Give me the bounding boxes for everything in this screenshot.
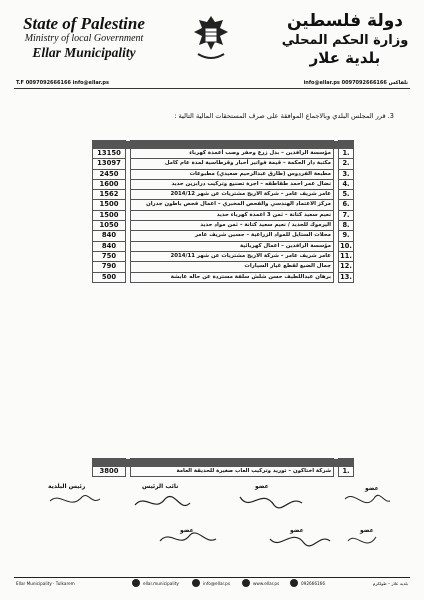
amount-cell: 1562 [93, 190, 126, 200]
web-icon [132, 579, 140, 587]
contact-line-en: T.F 0097092666166 info@ellar.ps [16, 80, 109, 86]
description-cell: مؤسسة الرافدين – بدل زرع وحفر وصب أعمدة كهرباء [131, 149, 334, 159]
municipality-name-en: Ellar Municipality [32, 45, 136, 60]
description-cell: عامر شريف عامر – شركة الاريج مشتريات عن شهر 2014/11 [131, 251, 334, 261]
index-cell: 7. [339, 210, 354, 220]
table-row [93, 221, 354, 231]
description-cell: مؤسسة الرافدين – اعمال كهربائية [131, 241, 334, 251]
amount-cell: 2450 [93, 169, 126, 179]
signatures-block [30, 483, 394, 573]
amount-cell: 1500 [93, 200, 126, 210]
payments-table-body [93, 149, 354, 283]
ministry-name-en: Ministry of local Government [24, 33, 144, 44]
index-cell: 11. [340, 251, 352, 260]
signature-label-mayor: رئيس البلدية [48, 483, 86, 490]
ministry-name-ar: وزارة الحكم المحلي [281, 33, 409, 48]
index-cell: 12. [340, 262, 352, 271]
amount-cell: 840 [93, 231, 126, 241]
signature-label-member-1: عضو [255, 483, 269, 490]
index-cell: 9. [339, 231, 354, 241]
handwritten-signatures [30, 483, 394, 573]
decision-intro: 3. قرر المجلس البلدي وبالاجماع الموافقة على صرف المستحقات المالية التالية : [174, 112, 394, 120]
table-row [93, 262, 354, 272]
description-cell: مكتبة دار الحكمة – قيمة فواتير أحبار وقرطاسية لمدة عام كامل [131, 159, 334, 169]
globe-icon [242, 579, 250, 587]
table-row [93, 231, 354, 241]
phone-icon [290, 579, 298, 587]
table-row [93, 241, 354, 251]
description-cell: شركة اختاكون – توريد وتركيب العاب صغيرة للحديقة العامة [131, 467, 334, 477]
index-cell: 13. [340, 272, 352, 281]
amount-cell: 1050 [93, 221, 126, 231]
contact-line-ar: تلفاكس 0097092666166 info@ellar.ps [303, 80, 408, 86]
description-cell: عامر شريف عامر – شركة الاريج مشتريات عن شهر 2014/12 [131, 190, 334, 200]
index-cell: 3. [339, 169, 354, 179]
payments-table-2 [92, 458, 354, 477]
signature-label-member-5: عضو [360, 527, 374, 534]
description-cell: محلات الستايل للمواد الزراعية – حسين شريف عامر [131, 231, 334, 241]
footer-web: ellar.municipality [143, 581, 179, 586]
description-cell: برهان عبداللطيف حسن شلش سلفة مستردة عن حاله عابشة [131, 272, 334, 282]
amount-cell: 500 [93, 272, 126, 282]
index-cell: 5. [339, 190, 354, 200]
eagle-emblem-icon [190, 12, 232, 64]
state-name-en: State of Palestine [23, 14, 145, 33]
table-row [93, 149, 354, 159]
table-row [93, 190, 354, 200]
amount-cell: 1500 [93, 210, 126, 220]
index-cell: 6. [339, 200, 354, 210]
amount-cell: 13097 [93, 159, 126, 169]
signature-label-deputy: نائب الرئيس [142, 483, 179, 490]
description-cell: جمال الضبع لقطع غيار السيارات [131, 262, 334, 272]
description-cell: اليرموك للحديد / نعيم سعيد كتانة – ثمن مواد حديد [131, 221, 334, 231]
payments-table [92, 140, 354, 283]
table-row [93, 210, 354, 220]
index-cell: 4. [339, 179, 354, 189]
footer-phone: 092666166 [301, 581, 325, 586]
letterhead-english [14, 14, 154, 61]
description-cell: مركز الاعتماد الهندسي والفحص المخبري – اعمال فحص باطون جدران [131, 200, 334, 210]
email-icon [192, 579, 200, 587]
footer-site: www.ellar.ps [253, 581, 280, 586]
amount-cell: 3800 [93, 467, 126, 477]
table-row [93, 251, 354, 261]
index-cell: 1. [339, 149, 354, 159]
signature-label-member-4: عضو [290, 527, 304, 534]
description-cell: نعيم سعيد كتانة – ثمن 3 اعمدة كهرباء حديد [131, 210, 334, 220]
index-cell: 2. [339, 159, 354, 169]
description-cell: نضال عمر احمد طقاطقه – اجرة تصنيع وتركيب درابزين حديد [131, 179, 334, 189]
header-divider [14, 88, 410, 89]
footer-municipality: Ellar Municipality · Tulkarem [16, 581, 75, 586]
table-row [93, 200, 354, 210]
table-header-row [93, 141, 354, 149]
amount-cell: 840 [93, 241, 126, 251]
index-cell: 1. [339, 467, 354, 477]
amount-cell: 1600 [93, 179, 126, 189]
footer-address-ar: بلدية علار – طولكرم [372, 581, 408, 586]
table-row [93, 179, 354, 189]
amount-cell: 790 [93, 262, 126, 272]
table-row [93, 467, 354, 477]
table-row [93, 159, 354, 169]
table-header-row [93, 459, 354, 467]
amount-cell: 13150 [93, 149, 126, 159]
letterhead-arabic [280, 10, 410, 68]
signature-label-member-2: عضو [365, 485, 379, 492]
table-row [93, 169, 354, 179]
index-cell: 8. [339, 221, 354, 231]
amount-cell: 750 [93, 251, 126, 261]
state-name-ar: دولة فلسطين [286, 11, 404, 31]
index-cell: 10. [340, 241, 352, 250]
footer-divider [14, 577, 410, 578]
table-row [93, 272, 354, 282]
signature-label-member-3: عضو [180, 527, 194, 534]
description-cell: مطبعة الفردوس (طارق عبدالرحيم صعيدي) مطبوعات [131, 169, 334, 179]
footer-email: info@ellar.ps [203, 581, 231, 586]
municipality-name-ar: بلدية علار [309, 49, 381, 67]
payments-table-2-body [93, 467, 354, 477]
